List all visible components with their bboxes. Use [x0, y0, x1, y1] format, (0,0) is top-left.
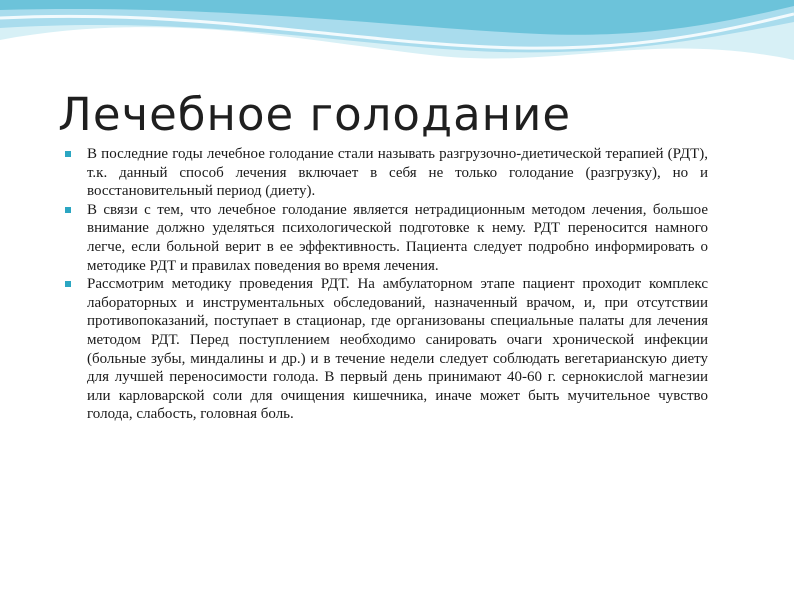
bullet-item-2: В связи с тем, что лечебное голодание является нетрадиционным методом лечения, большое внимание должно уделяться психологической подготовке к нему. РДТ переносится намного легче, если больной верит в ее эффективность. Пациента следует подробно информировать о методике РДТ и правилах поведения во время лечения. [87, 201, 708, 274]
slide-title: Лечебное голодание [58, 88, 571, 141]
bullet-list [87, 145, 708, 424]
bullet-item-1: В последние годы лечебное голодание стали называть разгрузочно-диетической терапией (РДТ), т.к. данный способ лечения включает в себя не только голодание (разгрузку), но и восстановительный период (диету). [87, 146, 708, 200]
bullet-item-3: Рассмотрим методику проведения РДТ. На амбулаторном этапе пациент проходит комплекс лабораторных и инструментальных обследований, назначенный врачом, и, при отсутствии противопоказаний, поступает в стационар, где организованы специальные палаты для лечения методом РДТ. Перед поступлением необходимо санировать очаги хронической инфекции (больные зубы, миндалины и др.) и в течение недели следует соблюдать вегетарианскую диету для лучшей переносимости голода. В первый день принимают 40-60 г. сернокислой магнезии или карловарской соли для очищения кишечника, иначе может быть мучительное чувство голода, слабость, головная боль. [87, 276, 708, 423]
